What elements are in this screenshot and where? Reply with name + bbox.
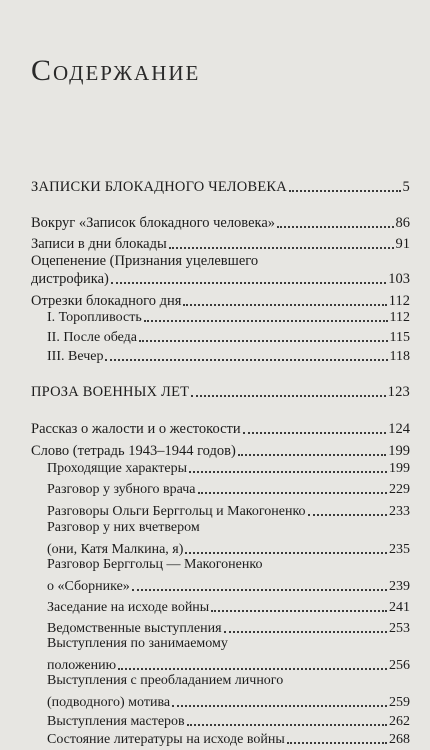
toc-subentry-prohodyashchie: [47, 457, 410, 477]
toc-leader: [238, 454, 386, 456]
toc-subentry-masterov: [47, 710, 410, 730]
toc-leader: [118, 668, 387, 670]
toc-entry-ocepenenie-line1: Оцепенение (Признания уцелевшего: [31, 253, 259, 269]
toc-label: Проходящие характеры: [47, 461, 187, 476]
toc-subentry-lichnogo-line1: Выступления с преобладанием личного: [47, 673, 284, 688]
toc-label: дистрофика): [31, 271, 109, 287]
toc-leader: [308, 514, 387, 516]
toc-page-number: 103: [388, 271, 410, 287]
toc-leader: [277, 226, 393, 228]
toc-leader: [144, 320, 388, 322]
toc-label: Ведомственные выступления: [47, 621, 222, 636]
toc-page-number: 253: [389, 621, 410, 636]
toc-label: Вокруг «Записок блокадного человека»: [31, 215, 276, 231]
toc-page-number: 118: [389, 349, 410, 364]
toc-entry-zapisi: [31, 233, 410, 253]
toc-page-number: 256: [389, 658, 410, 673]
toc-page-number: 239: [389, 579, 410, 594]
toc-subentry-razgovory-berggolts: [47, 500, 410, 520]
toc-leader: [189, 471, 387, 473]
toc-page-number: 268: [389, 732, 410, 747]
toc-subentry-vchetverom-line1: Разговор у них вчетвером: [47, 520, 200, 535]
toc-leader: [224, 631, 387, 633]
toc-label: Состояние литературы на исходе войны: [47, 732, 285, 747]
toc-leader: [287, 742, 387, 744]
toc-label: (подводного) мотива: [47, 695, 171, 710]
toc-page-number: 233: [389, 504, 410, 519]
toc-leader: [172, 705, 387, 707]
toc-subentry-sbornik-line1: Разговор Берггольц — Макогоненко: [47, 557, 263, 572]
toc-page-number: 91: [395, 236, 410, 252]
toc-label: Рассказ о жалости и о жестокости: [31, 421, 241, 437]
toc-heading: Содержание: [31, 54, 201, 87]
toc-page-number: 86: [395, 215, 410, 231]
toc-leader: [185, 552, 387, 554]
toc-label: I. Торопливость: [47, 310, 142, 325]
toc-subentry-toroplivost: [47, 306, 410, 326]
toc-subentry-zubnoy-vrach: [47, 478, 410, 498]
toc-subentry-zanimaemomu-line1: Выступления по занимаемому: [47, 636, 228, 651]
toc-leader: [169, 247, 394, 249]
toc-page-number: 5: [402, 179, 410, 195]
toc-page-number: 259: [389, 695, 410, 710]
toc-page-number: 115: [389, 330, 410, 345]
toc-leader: [191, 395, 385, 397]
toc-label: III. Вечер: [47, 349, 104, 364]
toc-label: Выступления мастеров: [47, 714, 185, 729]
toc-subentry-zanimaemomu: [47, 654, 410, 674]
toc-page-number: 112: [388, 293, 410, 309]
toc-page-number: 123: [387, 384, 410, 400]
toc-leader: [289, 190, 401, 192]
toc-page-number: 199: [388, 443, 410, 459]
toc-leader: [198, 492, 387, 494]
toc-label: положению: [47, 658, 117, 673]
toc-label: ЗАПИСКИ БЛОКАДНОГО ЧЕЛОВЕКА: [31, 179, 287, 195]
toc-label: Разговоры Ольги Берггольц и Макогоненко: [47, 504, 306, 519]
toc-leader: [132, 589, 387, 591]
toc-label: Заседание на исходе войны: [47, 600, 210, 615]
toc-subentry-zasedanie: [47, 596, 410, 616]
toc-entry-rasskaz: [31, 418, 410, 438]
toc-subentry-vecher: [47, 345, 410, 365]
toc-leader: [139, 340, 388, 342]
toc-subentry-lichnogo: [47, 691, 410, 711]
toc-label: Слово (тетрадь 1943–1944 годов): [31, 443, 236, 459]
toc-leader: [111, 282, 386, 284]
toc-label: Отрезки блокадного дня: [31, 293, 182, 309]
toc-section-zapiski: [31, 176, 410, 196]
toc-entry-ocepenenie: [31, 268, 410, 288]
toc-label: (они, Катя Малкина, я): [47, 542, 184, 557]
toc-page-number: 229: [389, 482, 410, 497]
toc-leader: [105, 359, 387, 361]
toc-subentry-vchetverom: [47, 538, 410, 558]
toc-subentry-vedomstvennye: [47, 617, 410, 637]
toc-page-number: 262: [389, 714, 410, 729]
toc-label: Разговор у зубного врача: [47, 482, 196, 497]
toc-section-proza: [31, 381, 410, 401]
toc-label: II. После обеда: [47, 330, 138, 345]
toc-entry-vokrug: [31, 212, 410, 232]
toc-page-number: 112: [389, 310, 410, 325]
toc-leader: [211, 610, 387, 612]
toc-label: о «Сборнике»: [47, 579, 130, 594]
toc-label: ПРОЗА ВОЕННЫХ ЛЕТ: [31, 384, 190, 400]
toc-leader: [187, 724, 387, 726]
toc-page-number: 199: [389, 461, 410, 476]
toc-subentry-sostoyanie: [47, 728, 410, 748]
toc-leader: [243, 432, 387, 434]
toc-label: Записи в дни блокады: [31, 236, 167, 252]
toc-page-number: 241: [389, 600, 410, 615]
toc-page-number: 235: [389, 542, 410, 557]
toc-subentry-posle-obeda: [47, 326, 410, 346]
toc-page-number: 124: [388, 421, 410, 437]
toc-subentry-sbornik: [47, 575, 410, 595]
